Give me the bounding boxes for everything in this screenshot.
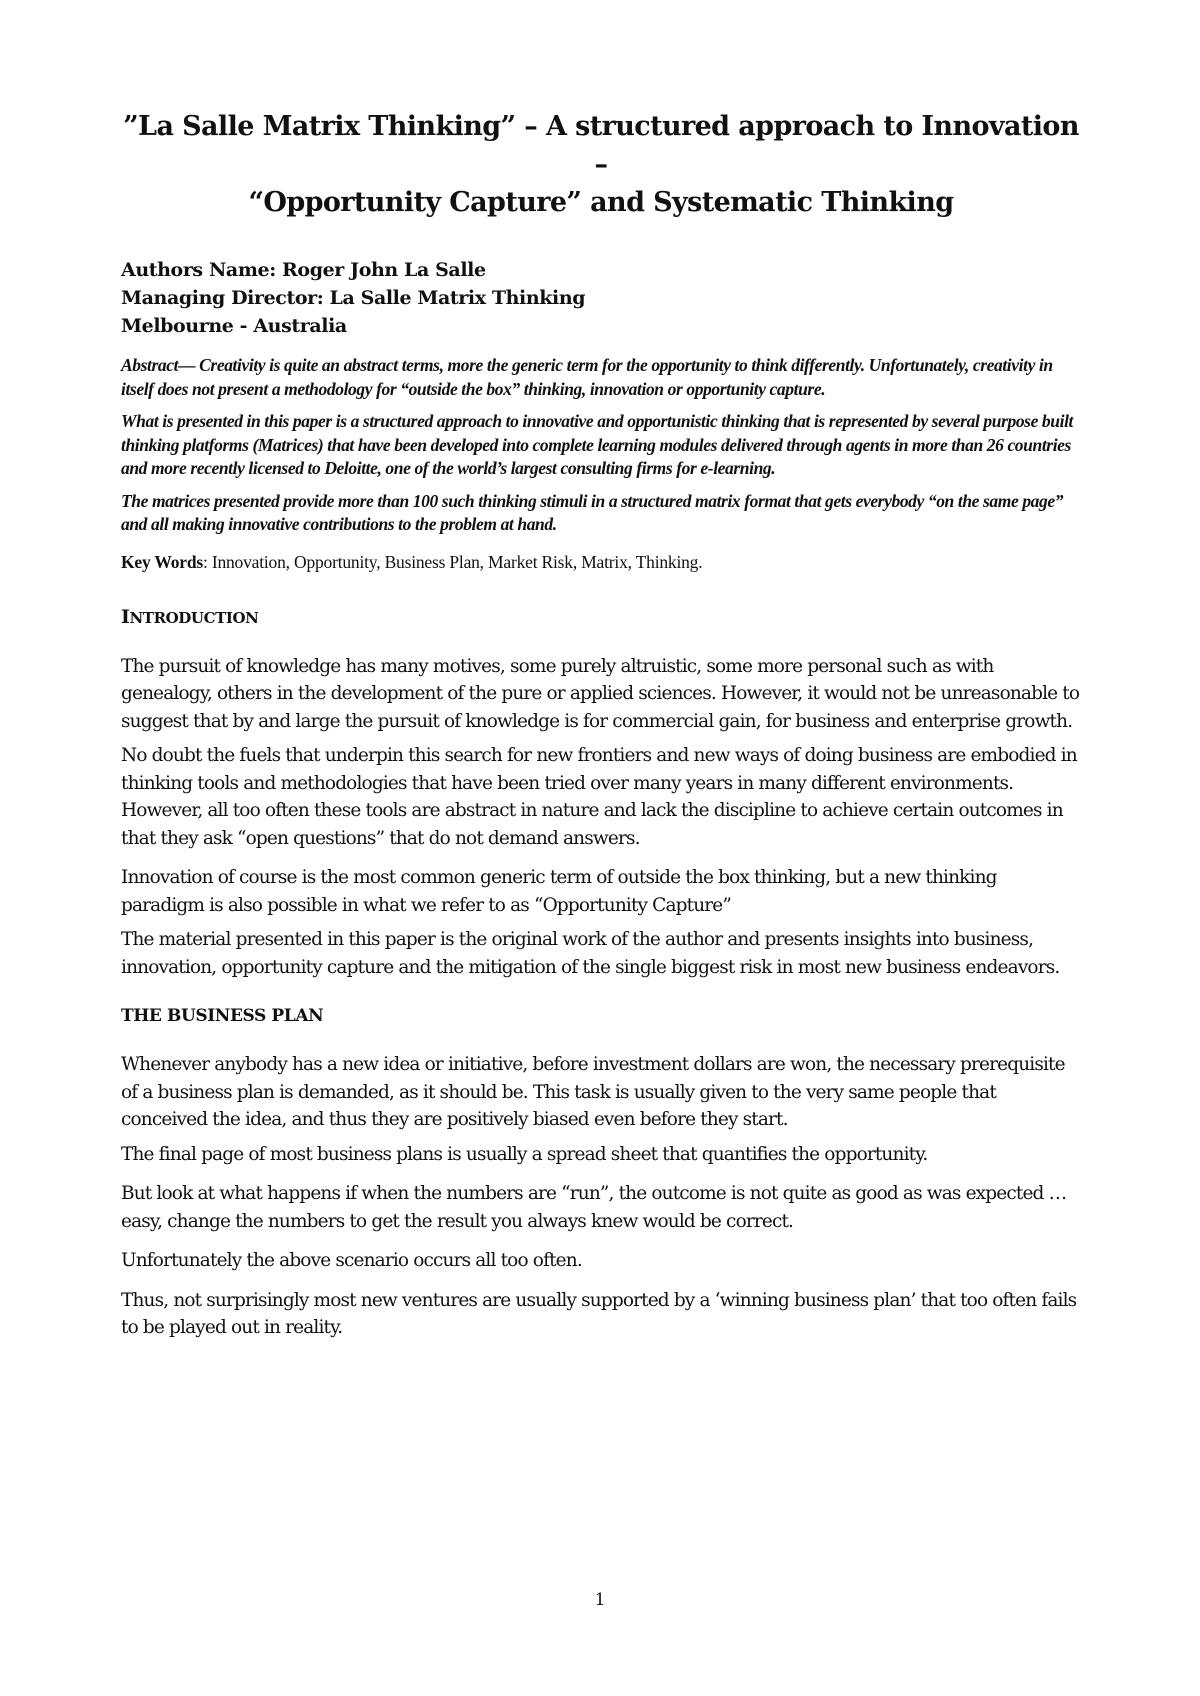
keywords-text: Innovation, Opportunity, Business Plan, Market Risk, Matrix, Thinking. [207,551,703,572]
abstract-paragraph-3: The matrices presented provide more than 100 such thinking stimuli in a structured matrix format that gets everybody “on the same page” and all making innovative contributions to the problem at hand. [121,490,1064,534]
introduction-paragraph: No doubt the fuels that underpin this search for new frontiers and new ways of doing business are embodied in thinking tools and methodologies that have been tried over many years in many different environments. However, all too often these tools are abstract in nature and lack the discipline to achieve certain outcomes in that they ask “open questions” that do not demand answers. [121,745,1077,849]
introduction-heading-initial: I [121,605,130,628]
page-number: 1 [594,1590,606,1610]
abstract-paragraph-1: Abstract— Creativity is quite an abstract terms, more the generic term for the opportunity to think differently. Unfortunately, creativity in itself does not present a methodology for “outside the box” thinking, innovation or opportunity capture. [121,355,1053,399]
introduction-paragraph: Innovation of course is the most common generic term of outside the box thinking, but a new thinking paradigm is also possible in what we refer to as “Opportunity Capture” [121,867,997,916]
author-location: Melbourne - Australia [121,315,347,337]
business-plan-paragraph: Whenever anybody has a new idea or initiative, before investment dollars are won, the necessary prerequisite of a business plan is demanded, as it should be. This task is usually given to the very same people that conceived the idea, and thus they are positively biased even before they start. [121,1054,1065,1130]
keywords-colon: : [202,551,208,572]
business-plan-paragraph: But look at what happens if when the numbers are “run”, the outcome is not quite as good as was expected … easy, change the numbers to get the result you always knew would be correct. [121,1183,1067,1232]
business-plan-paragraph: The final page of most business plans is usually a spread sheet that quantifies the opportunity. [121,1143,928,1165]
author-role: Managing Director: La Salle Matrix Thinking [121,287,586,309]
keywords-line [121,550,1081,574]
business-plan-paragraph: Thus, not surprisingly most new ventures are usually supported by a ‘winning business plan’ that too often fails to be played out in reality. [121,1289,1077,1338]
introduction-heading [121,604,1081,631]
author-block [121,256,1081,340]
paper-title [121,108,1081,222]
keywords-label: Key Words [121,551,203,572]
business-plan-paragraph: Unfortunately the above scenario occurs all too often. [121,1250,582,1271]
introduction-paragraph: The pursuit of knowledge has many motives, some purely altruistic, some more personal such as with genealogy, others in the development of the pure or applied sciences. However, it would not be unreasonable to suggest that by and large the pursuit of knowledge is for commercial gain, for business and enterprise growth. [121,655,1080,732]
author-name: Authors Name: Roger John La Salle [121,259,486,281]
title-line-2: “Opportunity Capture” and Systematic Thinking [248,187,954,218]
title-line-1: ”La Salle Matrix Thinking” – A structured approach to Innovation – [123,111,1079,180]
paper-page [121,108,1081,1349]
abstract-paragraph-2: What is presented in this paper is a structured approach to innovative and opportunistic thinking that is represented by several purpose built thinking platforms (Matrices) that have been developed into complete learning modules delivered through agents in more than 26 countries and more recently licensed to Deloitte, one of the world’s largest consulting firms for e-learning. [121,411,1073,478]
introduction-heading-rest: NTRODUCTION [129,608,259,627]
business-plan-heading: THE BUSINESS PLAN [121,1006,324,1026]
introduction-paragraph: The material presented in this paper is the original work of the author and presents insights into business, innovation, opportunity capture and the mitigation of the single biggest risk in most new business endeavors. [121,929,1060,978]
